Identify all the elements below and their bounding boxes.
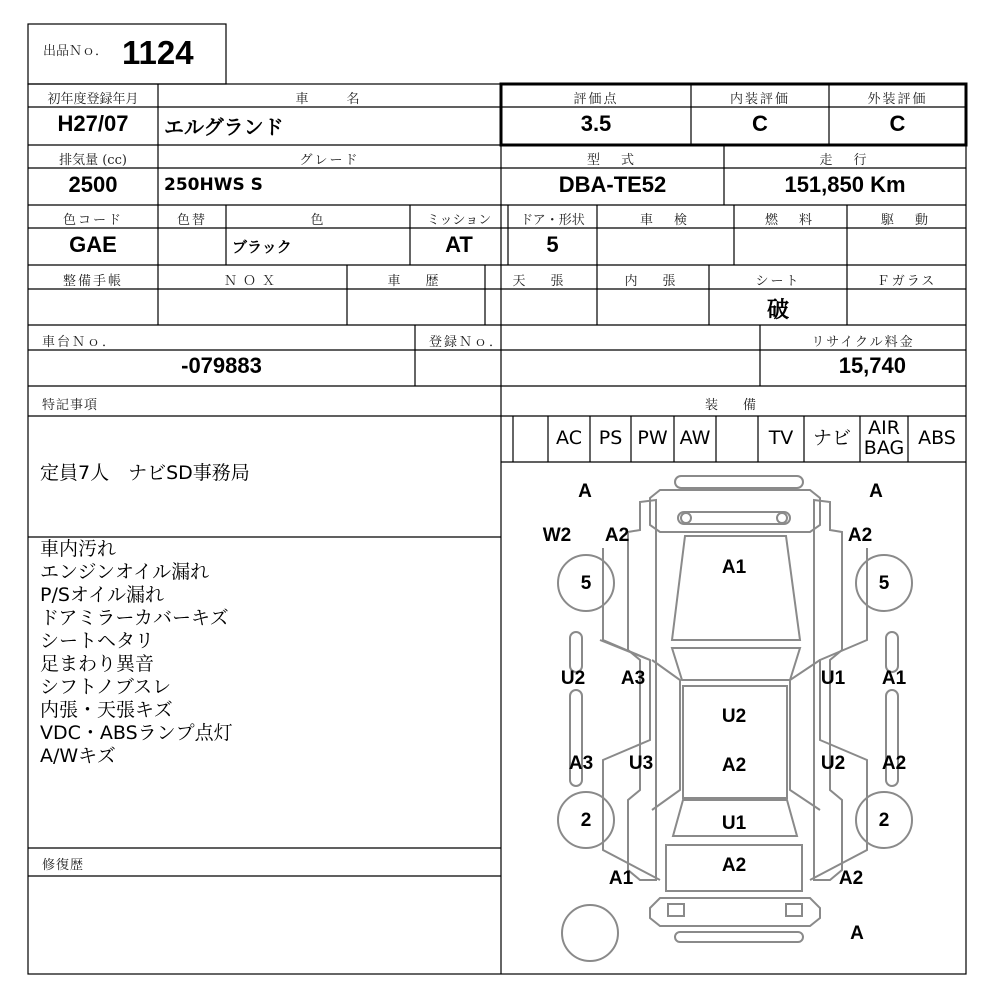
- chassis-number-label: 車台Ｎｏ．: [42, 335, 118, 350]
- mark-right-mirror: A1: [881, 668, 907, 689]
- interior-trim-label: 内 張: [624, 274, 682, 289]
- nox-label: ＮＯＸ: [223, 274, 281, 289]
- model-code-label: 型 式: [586, 153, 638, 168]
- remarks-item: エンジンオイル漏れ: [40, 561, 210, 583]
- lot-label: 出品Ｎｏ．: [42, 44, 108, 59]
- displacement-label: 排気量 (cc): [59, 153, 127, 168]
- remarks-item: A/Wキズ: [40, 745, 116, 767]
- mark-left-rear-door: U3: [628, 753, 654, 774]
- remarks-item: 車内汚れ: [40, 538, 117, 560]
- equipment-item-pw: PW: [637, 427, 668, 449]
- transmission-label: ミッション: [426, 213, 492, 228]
- displacement-value: 2500: [68, 172, 118, 197]
- interior-grade-label: 内装評価: [729, 92, 790, 107]
- interior-grade-value: C: [752, 111, 768, 136]
- color-code-label: 色コード: [62, 213, 123, 228]
- first-registration-label: 初年度登録年月: [47, 92, 139, 107]
- vehicle-history-label: 車 歴: [387, 274, 445, 289]
- mileage-value: 151,850 Km: [784, 172, 906, 197]
- car-name-value: エルグランド: [164, 115, 284, 139]
- hood-outline: [672, 536, 800, 640]
- mark-roof-u2: U2: [721, 706, 747, 727]
- front-bumper-outline: [675, 476, 803, 488]
- seat-label: シート: [755, 274, 801, 289]
- remarks-item: シフトノブスレ: [40, 676, 172, 698]
- seat-value: 破: [766, 298, 789, 323]
- mark-left-front-door: A3: [620, 668, 646, 689]
- model-code-value: DBA-TE52: [558, 172, 667, 197]
- recycle-fee-value: 15,740: [838, 353, 906, 378]
- mark-rear-left-quarter: A1: [608, 868, 634, 889]
- equipment-item-tv: TV: [768, 427, 794, 449]
- mark-tire-rear-right: 2: [878, 810, 890, 831]
- remarks-item: シートヘタリ: [40, 630, 155, 652]
- roof-outline: [683, 686, 787, 798]
- spare-tire: [562, 905, 618, 961]
- equipment-label: 装 備: [704, 398, 762, 413]
- grade-label: グレード: [299, 153, 360, 168]
- first-registration-value: H27/07: [57, 111, 129, 136]
- mark-tire-front-right: 5: [878, 573, 890, 594]
- equipment-item-airbag: AIR BAG: [863, 417, 905, 459]
- mark-roof-a2: A2: [721, 755, 747, 776]
- drive-label: 駆 動: [880, 213, 932, 228]
- color-code-value: GAE: [69, 232, 117, 257]
- equipment-item-aw: AW: [679, 427, 711, 449]
- grade-value: 250HWS S: [164, 175, 263, 195]
- score-value: 3.5: [580, 111, 612, 136]
- mark-rear-right-quarter: A2: [838, 868, 864, 889]
- remarks-item: 足まわり異音: [40, 653, 155, 675]
- remarks-item: VDC・ABSランプ点灯: [40, 722, 233, 744]
- color-value: ブラック: [232, 238, 292, 256]
- mark-right-rear-panel: A2: [881, 753, 907, 774]
- remarks-label: 特記事項: [42, 398, 99, 413]
- mark-windshield-w2: W2: [542, 525, 572, 546]
- inspection-label: 車 検: [639, 213, 691, 228]
- remarks-item: P/Sオイル漏れ: [40, 584, 164, 606]
- mark-left-rear-panel: A3: [568, 753, 594, 774]
- windshield-outline: [672, 648, 800, 680]
- mark-right-rear-door: U2: [820, 753, 846, 774]
- chassis-number-value: -079883: [181, 353, 262, 378]
- exterior-grade-label: 外装評価: [867, 92, 928, 107]
- equipment-item-ac: AC: [556, 427, 582, 449]
- car-name-label: 車 名: [295, 92, 364, 107]
- mark-front-left-bumper: A: [578, 481, 592, 502]
- door-shape-value: 5: [546, 232, 559, 257]
- score-label: 評価点: [573, 92, 619, 107]
- mileage-label: 走 行: [819, 153, 871, 168]
- fuel-label: 燃 料: [764, 213, 816, 228]
- repaint-label: 色替: [176, 213, 207, 228]
- mark-left-mirror: U2: [560, 668, 586, 689]
- mark-rear-bumper: A: [850, 923, 864, 944]
- mark-tailgate: A2: [721, 855, 747, 876]
- mark-front-right-bumper: A: [869, 481, 883, 502]
- mark-tire-rear-left: 2: [580, 810, 592, 831]
- door-shape-label: ドア・形状: [520, 213, 585, 228]
- mark-rear-glass: U1: [721, 813, 747, 834]
- remarks-item: ドアミラーカバーキズ: [40, 607, 229, 629]
- equipment-item-ps: PS: [598, 427, 623, 449]
- recycle-fee-label: リサイクル料金: [811, 335, 915, 350]
- equipment-item-abs: ABS: [918, 427, 956, 449]
- remarks-list: [40, 538, 495, 768]
- mark-tire-front-left: 5: [580, 573, 592, 594]
- mark-front-right-fender: A2: [847, 525, 873, 546]
- lot-number: 1124: [122, 34, 194, 71]
- remarks-summary: 定員7人 ナビSD事務局: [40, 462, 250, 484]
- color-label: 色: [310, 213, 326, 228]
- rear-bumper-outline: [650, 898, 820, 926]
- exterior-grade-value: C: [889, 111, 906, 136]
- mark-hood: A1: [721, 557, 747, 578]
- registration-number-label: 登録Ｎｏ．: [429, 335, 505, 350]
- mark-front-left-fender: A2: [604, 525, 630, 546]
- headliner-label: 天 張: [512, 274, 570, 289]
- mark-right-front-door: U1: [820, 668, 846, 689]
- repair-history-label: 修復歴: [42, 858, 85, 873]
- maintenance-record-label: 整備手帳: [62, 274, 123, 289]
- transmission-value: AT: [445, 232, 473, 257]
- front-glass-label: Ｆガラス: [876, 274, 937, 289]
- remarks-item: 内張・天張キズ: [40, 699, 173, 721]
- equipment-item-navi: ナビ: [812, 427, 851, 449]
